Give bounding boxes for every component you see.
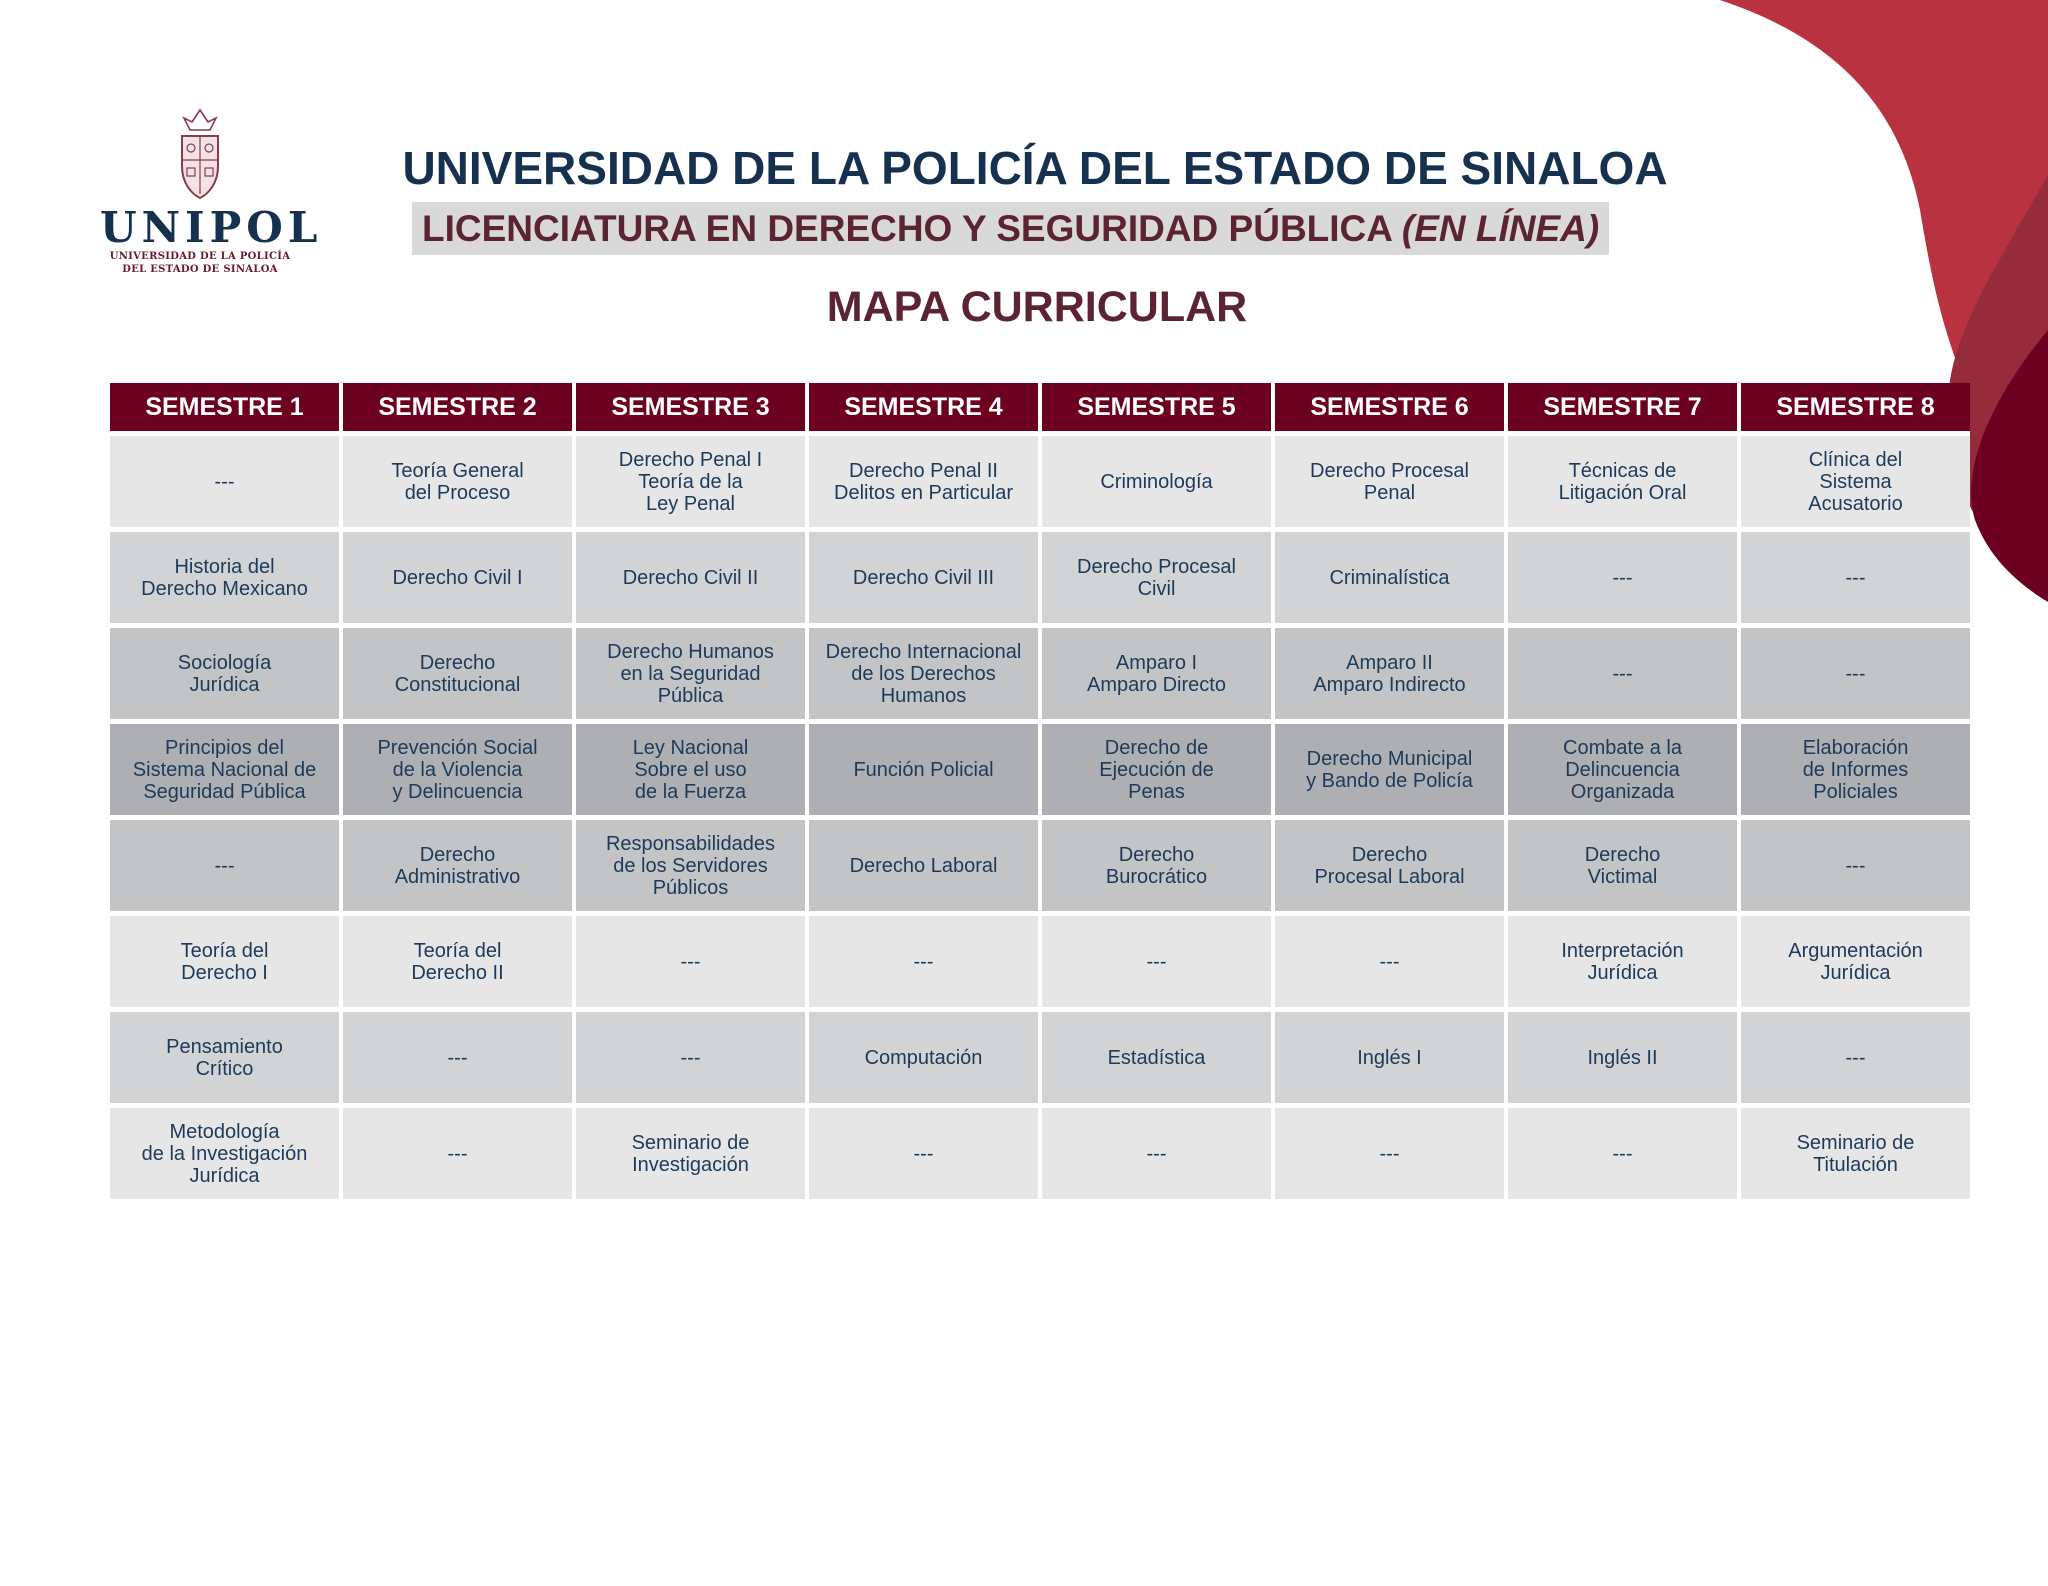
course-cell: Derecho Procesal Laboral — [1275, 815, 1504, 911]
course-cell: Argumentación Jurídica — [1741, 911, 1970, 1007]
course-cell: --- — [576, 1007, 805, 1103]
course-cell: --- — [343, 1103, 572, 1199]
course-cell: Amparo I Amparo Directo — [1042, 623, 1271, 719]
course-cell: Amparo II Amparo Indirecto — [1275, 623, 1504, 719]
table-row — [110, 527, 1970, 623]
course-cell: Metodología de la Investigación Jurídica — [110, 1103, 339, 1199]
table-row — [110, 719, 1970, 815]
semester-header-row — [110, 383, 1970, 431]
course-cell: Computación — [809, 1007, 1038, 1103]
course-cell: --- — [110, 431, 339, 527]
program-mode: (EN LÍNEA) — [1401, 208, 1600, 249]
course-cell: Derecho Constitucional — [343, 623, 572, 719]
course-cell: --- — [809, 911, 1038, 1007]
course-cell: Inglés I — [1275, 1007, 1504, 1103]
course-cell: Derecho Procesal Civil — [1042, 527, 1271, 623]
course-cell: Teoría General del Proceso — [343, 431, 572, 527]
table-row — [110, 815, 1970, 911]
course-cell: Función Policial — [809, 719, 1038, 815]
course-cell: --- — [1508, 527, 1737, 623]
course-cell: Derecho Humanos en la Seguridad Pública — [576, 623, 805, 719]
course-cell: Derecho Laboral — [809, 815, 1038, 911]
course-cell: Responsabilidades de los Servidores Públicos — [576, 815, 805, 911]
course-cell: --- — [1275, 911, 1504, 1007]
course-cell: Prevención Social de la Violencia y Delincuencia — [343, 719, 572, 815]
course-cell: Derecho Administrativo — [343, 815, 572, 911]
course-cell: Ley Nacional Sobre el uso de la Fuerza — [576, 719, 805, 815]
program-title — [412, 202, 1609, 255]
table-row — [110, 431, 1970, 527]
course-cell: --- — [576, 911, 805, 1007]
course-cell: Derecho Burocrático — [1042, 815, 1271, 911]
course-cell: Derecho Internacional de los Derechos Humanos — [809, 623, 1038, 719]
logo-subline-2: DEL ESTADO DE SINALOA — [122, 264, 278, 275]
table-row — [110, 911, 1970, 1007]
course-cell: Derecho Municipal y Bando de Policía — [1275, 719, 1504, 815]
course-cell: Derecho Penal I Teoría de la Ley Penal — [576, 431, 805, 527]
course-cell: --- — [1508, 623, 1737, 719]
course-cell: --- — [110, 815, 339, 911]
semester-header: SEMESTRE 4 — [809, 383, 1038, 431]
course-cell: Principios del Sistema Nacional de Seguridad Pública — [110, 719, 339, 815]
course-cell: Seminario de Titulación — [1741, 1103, 1970, 1199]
course-cell: Seminario de Investigación — [576, 1103, 805, 1199]
page-title: UNIVERSIDAD DE LA POLICÍA DEL ESTADO DE SINALOA — [402, 142, 1668, 194]
course-cell: Clínica del Sistema Acusatorio — [1741, 431, 1970, 527]
course-cell: Derecho Procesal Penal — [1275, 431, 1504, 527]
course-cell: Derecho Civil I — [343, 527, 572, 623]
table-row — [110, 623, 1970, 719]
program-name: LICENCIATURA EN DERECHO Y SEGURIDAD PÚBLICA — [422, 208, 1392, 249]
course-cell: Derecho Civil II — [576, 527, 805, 623]
course-cell: Combate a la Delincuencia Organizada — [1508, 719, 1737, 815]
course-cell: Sociología Jurídica — [110, 623, 339, 719]
semester-header: SEMESTRE 2 — [343, 383, 572, 431]
course-cell: Historia del Derecho Mexicano — [110, 527, 339, 623]
course-cell: Pensamiento Crítico — [110, 1007, 339, 1103]
course-cell: --- — [343, 1007, 572, 1103]
course-cell: --- — [1508, 1103, 1737, 1199]
course-cell: --- — [1741, 815, 1970, 911]
logo-subline-1: UNIVERSIDAD DE LA POLICÍA — [109, 251, 291, 262]
logo-wordmark: UNIPOL — [100, 203, 323, 252]
course-cell: Criminología — [1042, 431, 1271, 527]
table-row — [110, 1007, 1970, 1103]
program-banner — [412, 202, 1609, 255]
course-cell: --- — [1741, 1007, 1970, 1103]
course-cell: Derecho Victimal — [1508, 815, 1737, 911]
course-cell: Criminalística — [1275, 527, 1504, 623]
semester-header: SEMESTRE 5 — [1042, 383, 1271, 431]
table-row — [110, 1103, 1970, 1199]
course-cell: --- — [1042, 1103, 1271, 1199]
course-cell: Interpretación Jurídica — [1508, 911, 1737, 1007]
course-cell: Técnicas de Litigación Oral — [1508, 431, 1737, 527]
course-cell: Derecho Penal II Delitos en Particular — [809, 431, 1038, 527]
course-cell: Inglés II — [1508, 1007, 1737, 1103]
course-cell: Derecho Civil III — [809, 527, 1038, 623]
course-cell: Elaboración de Informes Policiales — [1741, 719, 1970, 815]
semester-header: SEMESTRE 1 — [110, 383, 339, 431]
course-cell: Teoría del Derecho II — [343, 911, 572, 1007]
semester-header: SEMESTRE 7 — [1508, 383, 1737, 431]
curriculum-table — [106, 383, 1974, 1199]
course-cell: --- — [1042, 911, 1271, 1007]
course-cell: --- — [809, 1103, 1038, 1199]
course-cell: --- — [1741, 623, 1970, 719]
semester-header: SEMESTRE 3 — [576, 383, 805, 431]
course-cell: --- — [1275, 1103, 1504, 1199]
course-cell: Derecho de Ejecución de Penas — [1042, 719, 1271, 815]
course-cell: --- — [1741, 527, 1970, 623]
course-cell: Estadística — [1042, 1007, 1271, 1103]
course-cell: Teoría del Derecho I — [110, 911, 339, 1007]
semester-header: SEMESTRE 8 — [1741, 383, 1970, 431]
map-title: MAPA CURRICULAR — [826, 283, 1248, 331]
semester-header: SEMESTRE 6 — [1275, 383, 1504, 431]
